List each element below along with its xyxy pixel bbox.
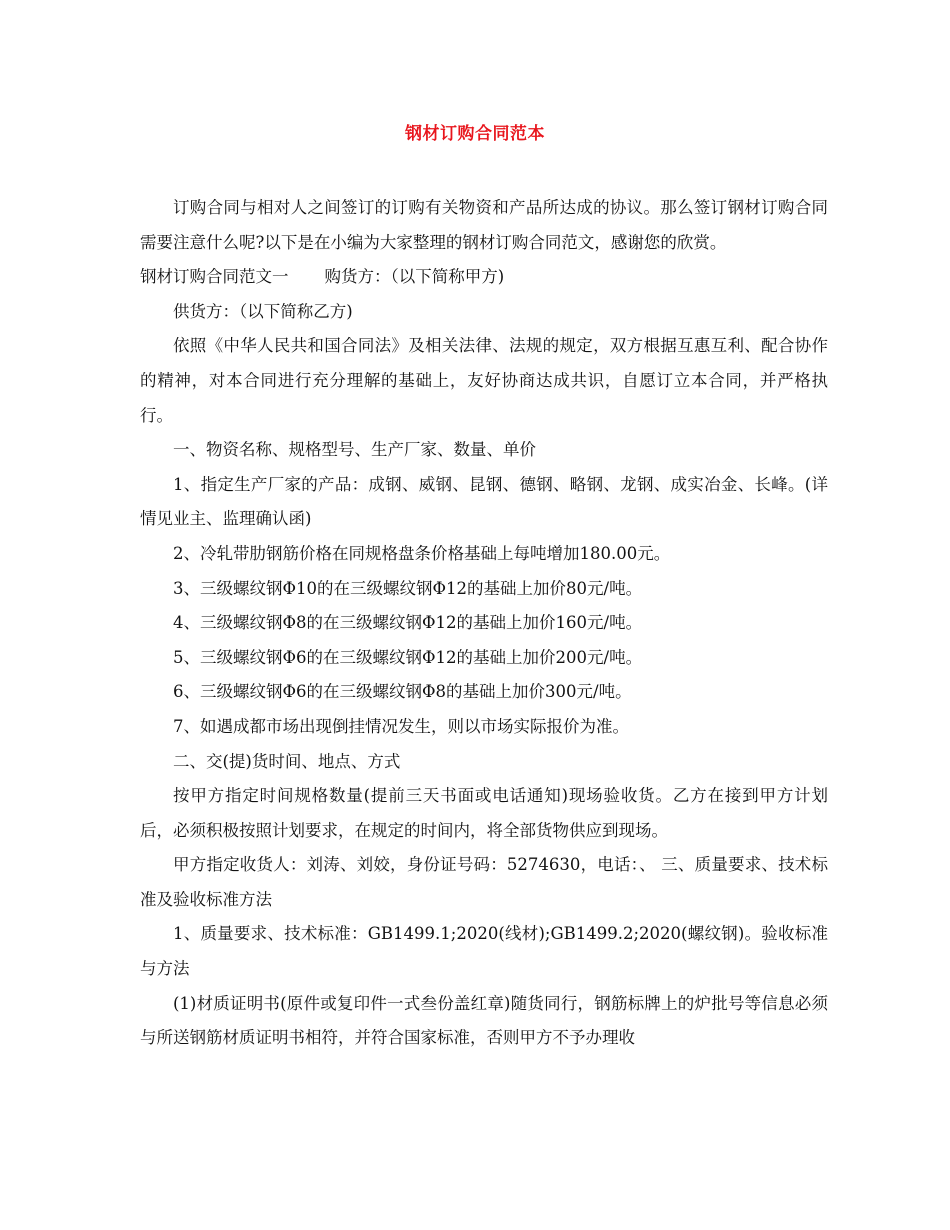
paragraph-intro: 订购合同与相对人之间签订的订购有关物资和产品所达成的协议。那么签订钢材订购合同需要注意什么呢?以下是在小编为大家整理的钢材订购合同范文，感谢您的欣赏。 xyxy=(140,198,828,252)
sample-label: 钢材订购合同范文一 xyxy=(140,267,289,287)
list-item-1: 1、指定生产厂家的产品：成钢、威钢、昆钢、德钢、略钢、龙钢、成实冶金、长峰。(详情见业主、监理确认函) xyxy=(140,474,828,529)
section-heading-2: 二、交(提)货时间、地点、方式 xyxy=(173,751,401,771)
list-item-5: 5、三级螺纹钢Φ6的在三级螺纹钢Φ12的基础上加价200元/吨。 xyxy=(173,647,643,667)
paragraph-quality: 1、质量要求、技术标准：GB1499.1;2020(线材);GB1499.2;2020(螺纹钢)。验收标准与方法 xyxy=(140,924,828,979)
list-item-3: 3、三级螺纹钢Φ10的在三级螺纹钢Φ12的基础上加价80元/吨。 xyxy=(173,578,643,598)
document-body xyxy=(140,191,828,1056)
paragraph-receiver: 甲方指定收货人：刘涛、刘姣，身份证号码：5274630，电话：、 三、质量要求、技术标准及验收标准方法 xyxy=(140,855,828,909)
document-title: 钢材订购合同范本 xyxy=(405,124,545,144)
paragraph-delivery: 按甲方指定时间规格数量(提前三天书面或电话通知)现场验收货。乙方在接到甲方计划后，必须积极按照计划要求，在规定的时间内，将全部货物供应到现场。 xyxy=(140,786,828,840)
paragraph-basis: 依照《中华人民共和国合同法》及相关法律、法规的规定，双方根据互惠互利、配合协作的精神，对本合同进行充分理解的基础上，友好协商达成共识，自愿订立本合同，并严格执行。 xyxy=(140,336,828,425)
list-item-2: 2、冷轧带肋钢筋价格在同规格盘条价格基础上每吨增加180.00元。 xyxy=(173,543,671,563)
buyer-line: 购货方：（以下简称甲方) xyxy=(324,267,505,287)
section-heading-1: 一、物资名称、规格型号、生产厂家、数量、单价 xyxy=(173,440,536,460)
paragraph-sample-heading xyxy=(140,260,828,295)
paragraph-supplier: 供货方：（以下简称乙方) xyxy=(173,301,353,321)
paragraph-certificate: (1)材质证明书(原件或复印件一式叁份盖红章)随货同行，钢筋标牌上的炉批号等信息必须与所送钢筋材质证明书相符，并符合国家标准，否则甲方不予办理收 xyxy=(140,993,828,1048)
list-item-6: 6、三级螺纹钢Φ6的在三级螺纹钢Φ8的基础上加价300元/吨。 xyxy=(173,682,632,702)
list-item-4: 4、三级螺纹钢Φ8的在三级螺纹钢Φ12的基础上加价160元/吨。 xyxy=(173,613,643,633)
list-item-7: 7、如遇成都市场出现倒挂情况发生，则以市场实际报价为准。 xyxy=(173,716,629,736)
